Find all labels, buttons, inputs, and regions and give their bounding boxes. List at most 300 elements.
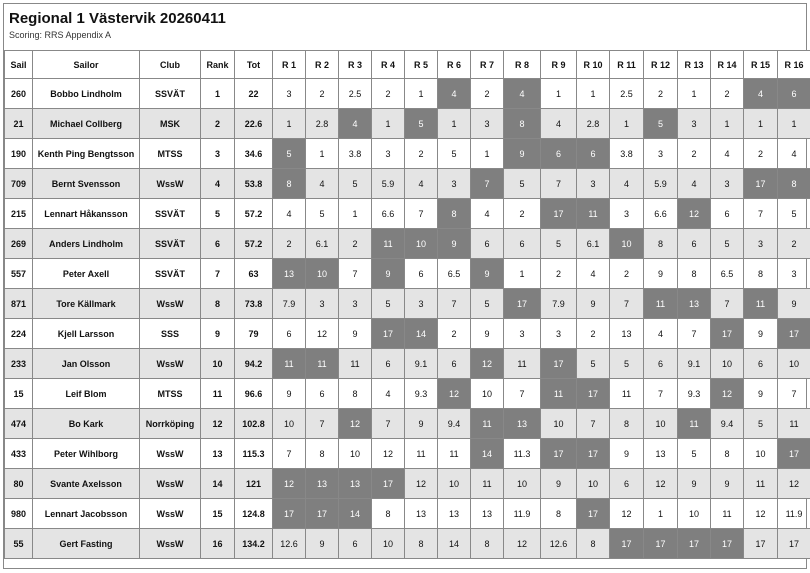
race-score: 5 [678,439,711,469]
rank-cell: 11 [201,379,235,409]
discarded-race-score: 12 [339,409,372,439]
race-score: 10 [372,529,405,559]
total-cell: 63 [235,259,273,289]
race-score: 8 [644,229,678,259]
race-score: 13 [405,499,438,529]
race-score: 4 [372,379,405,409]
race-score: 11.9 [504,499,541,529]
race-score: 5 [541,229,577,259]
race-score: 12 [504,529,541,559]
race-score: 9 [577,289,610,319]
column-header-r3: R 3 [339,51,372,79]
race-score: 2 [405,139,438,169]
scoring-subtitle: Scoring: RRS Appendix A [9,30,112,40]
club-cell: SSVÄT [140,199,201,229]
race-score: 3 [610,199,644,229]
discarded-race-score: 5 [644,109,678,139]
column-header-r10: R 10 [577,51,610,79]
race-score: 3 [711,169,744,199]
race-score: 9 [471,319,504,349]
discarded-race-score: 8 [504,109,541,139]
table-row [5,349,810,379]
race-score: 11 [471,469,504,499]
race-score: 5 [339,169,372,199]
race-score: 4 [273,199,306,229]
discarded-race-score: 6 [778,79,810,109]
race-score: 3 [339,289,372,319]
race-score: 4 [306,169,339,199]
race-score: 3 [541,319,577,349]
race-score: 6 [610,469,644,499]
race-score: 1 [372,109,405,139]
table-row [5,79,810,109]
column-header-r9: R 9 [541,51,577,79]
discarded-race-score: 11 [644,289,678,319]
discarded-race-score: 12 [273,469,306,499]
race-score: 10 [644,409,678,439]
race-score: 2 [711,79,744,109]
race-score: 7 [778,379,810,409]
sailor-cell: Bobbo Lindholm [33,79,140,109]
race-score: 9.3 [678,379,711,409]
discarded-race-score: 8 [778,169,810,199]
race-score: 11 [778,409,810,439]
table-row [5,409,810,439]
race-score: 17 [744,529,778,559]
race-score: 1 [306,139,339,169]
column-header-sailor: Sailor [33,51,140,79]
discarded-race-score: 12 [438,379,471,409]
race-score: 2 [372,79,405,109]
race-score: 1 [541,79,577,109]
discarded-race-score: 11 [541,379,577,409]
total-cell: 73.8 [235,289,273,319]
sail-cell: 224 [5,319,33,349]
column-header-rank: Rank [201,51,235,79]
race-score: 2 [504,199,541,229]
race-score: 4 [577,259,610,289]
rank-cell: 8 [201,289,235,319]
table-row [5,469,810,499]
total-cell: 124.8 [235,499,273,529]
race-score: 3 [744,229,778,259]
column-header-tot: Tot [235,51,273,79]
race-score: 1 [644,499,678,529]
sailor-cell: Gert Fasting [33,529,140,559]
race-score: 7 [610,289,644,319]
race-score: 5 [504,169,541,199]
club-cell: MTSS [140,139,201,169]
race-score: 7 [273,439,306,469]
race-score: 6.6 [644,199,678,229]
discarded-race-score: 12 [711,379,744,409]
race-score: 12 [405,469,438,499]
race-score: 11 [744,469,778,499]
rank-cell: 6 [201,229,235,259]
discarded-race-score: 5 [273,139,306,169]
table-row [5,229,810,259]
sail-cell: 55 [5,529,33,559]
race-score: 6 [438,349,471,379]
club-cell: SSS [140,319,201,349]
race-score: 6 [339,529,372,559]
race-score: 9.4 [438,409,471,439]
discarded-race-score: 12 [678,199,711,229]
column-header-r16: R 16 [778,51,810,79]
total-cell: 134.2 [235,529,273,559]
race-score: 2 [306,79,339,109]
race-score: 9 [610,439,644,469]
total-cell: 115.3 [235,439,273,469]
page-title: Regional 1 Västervik 20260411 [9,10,226,27]
sail-cell: 215 [5,199,33,229]
sailor-cell: Svante Axelsson [33,469,140,499]
discarded-race-score: 17 [372,319,405,349]
discarded-race-score: 10 [405,229,438,259]
race-score: 5 [744,409,778,439]
race-score: 1 [711,109,744,139]
discarded-race-score: 17 [678,529,711,559]
discarded-race-score: 4 [744,79,778,109]
total-cell: 79 [235,319,273,349]
discarded-race-score: 4 [438,79,471,109]
sailor-cell: Jan Olsson [33,349,140,379]
race-score: 2 [471,79,504,109]
rank-cell: 2 [201,109,235,139]
race-score: 6 [504,229,541,259]
rank-cell: 1 [201,79,235,109]
results-table [4,50,810,559]
rank-cell: 15 [201,499,235,529]
sail-cell: 21 [5,109,33,139]
discarded-race-score: 17 [778,319,810,349]
discarded-race-score: 17 [541,439,577,469]
discarded-race-score: 10 [610,229,644,259]
race-score: 9.3 [405,379,438,409]
table-row [5,379,810,409]
race-score: 4 [471,199,504,229]
sailor-cell: Bo Kark [33,409,140,439]
race-score: 7 [504,379,541,409]
race-score: 11 [504,349,541,379]
race-score: 7.9 [273,289,306,319]
race-score: 2 [778,229,810,259]
discarded-race-score: 11 [744,289,778,319]
race-score: 11 [711,499,744,529]
race-score: 6 [471,229,504,259]
column-header-r11: R 11 [610,51,644,79]
race-score: 1 [438,109,471,139]
total-cell: 94.2 [235,349,273,379]
rank-cell: 12 [201,409,235,439]
results-sheet [3,3,807,569]
race-score: 2.8 [577,109,610,139]
sailor-cell: Peter Wihlborg [33,439,140,469]
rank-cell: 14 [201,469,235,499]
discarded-race-score: 17 [306,499,339,529]
race-score: 3 [405,289,438,319]
discarded-race-score: 11 [306,349,339,379]
race-score: 2 [541,259,577,289]
total-cell: 57.2 [235,229,273,259]
sail-cell: 557 [5,259,33,289]
discarded-race-score: 17 [577,499,610,529]
race-score: 1 [339,199,372,229]
discarded-race-score: 8 [273,169,306,199]
total-cell: 121 [235,469,273,499]
total-cell: 102.8 [235,409,273,439]
table-row [5,319,810,349]
discarded-race-score: 9 [504,139,541,169]
race-score: 10 [577,469,610,499]
race-score: 3 [372,139,405,169]
race-score: 1 [504,259,541,289]
race-score: 5 [471,289,504,319]
rank-cell: 5 [201,199,235,229]
race-score: 10 [471,379,504,409]
discarded-race-score: 17 [541,199,577,229]
race-score: 9.1 [405,349,438,379]
race-score: 7 [678,319,711,349]
race-score: 7 [644,379,678,409]
discarded-race-score: 17 [372,469,405,499]
total-cell: 53.8 [235,169,273,199]
club-cell: WssW [140,289,201,319]
discarded-race-score: 13 [273,259,306,289]
race-score: 6 [405,259,438,289]
race-score: 9 [711,469,744,499]
table-row [5,259,810,289]
race-score: 10 [678,499,711,529]
sailor-cell: Tore Källmark [33,289,140,319]
total-cell: 34.6 [235,139,273,169]
race-score: 9 [273,379,306,409]
discarded-race-score: 9 [438,229,471,259]
race-score: 7 [711,289,744,319]
sail-cell: 433 [5,439,33,469]
sailor-cell: Kjell Larsson [33,319,140,349]
race-score: 1 [405,79,438,109]
race-score: 3.8 [339,139,372,169]
race-score: 4 [678,169,711,199]
race-score: 4 [610,169,644,199]
race-score: 11.3 [504,439,541,469]
race-score: 3 [678,109,711,139]
race-score: 8 [405,529,438,559]
discarded-race-score: 9 [471,259,504,289]
column-header-r8: R 8 [504,51,541,79]
race-score: 8 [306,439,339,469]
sail-cell: 233 [5,349,33,379]
race-score: 6 [306,379,339,409]
race-score: 8 [372,499,405,529]
race-score: 11 [610,379,644,409]
discarded-race-score: 11 [678,409,711,439]
race-score: 13 [438,499,471,529]
club-cell: SSVÄT [140,229,201,259]
race-score: 6 [678,229,711,259]
race-score: 9 [744,319,778,349]
race-score: 9 [541,469,577,499]
race-score: 12.6 [541,529,577,559]
club-cell: MSK [140,109,201,139]
race-score: 12 [644,469,678,499]
discarded-race-score: 17 [504,289,541,319]
race-score: 1 [610,109,644,139]
race-score: 12.6 [273,529,306,559]
race-score: 14 [438,529,471,559]
column-header-r15: R 15 [744,51,778,79]
discarded-race-score: 13 [678,289,711,319]
race-score: 5 [778,199,810,229]
sailor-cell: Lennart Håkansson [33,199,140,229]
sail-cell: 269 [5,229,33,259]
race-score: 5 [372,289,405,319]
discarded-race-score: 14 [405,319,438,349]
race-score: 7 [372,409,405,439]
sailor-cell: Lennart Jacobsson [33,499,140,529]
race-score: 2 [744,139,778,169]
sail-cell: 709 [5,169,33,199]
race-score: 1 [577,79,610,109]
race-score: 6 [744,349,778,379]
race-score: 8 [577,529,610,559]
race-score: 2 [339,229,372,259]
club-cell: WssW [140,469,201,499]
total-cell: 57.2 [235,199,273,229]
race-score: 17 [778,529,810,559]
race-score: 1 [744,109,778,139]
discarded-race-score: 17 [711,319,744,349]
race-score: 6.5 [438,259,471,289]
race-score: 9.4 [711,409,744,439]
column-header-r4: R 4 [372,51,405,79]
race-score: 9 [644,259,678,289]
discarded-race-score: 14 [471,439,504,469]
race-score: 6 [273,319,306,349]
race-score: 10 [778,349,810,379]
race-score: 13 [644,439,678,469]
race-score: 4 [778,139,810,169]
race-score: 5 [610,349,644,379]
discarded-race-score: 13 [306,469,339,499]
club-cell: WssW [140,439,201,469]
race-score: 4 [541,109,577,139]
race-score: 11 [438,439,471,469]
race-score: 2 [610,259,644,289]
race-score: 8 [744,259,778,289]
race-score: 7 [577,409,610,439]
table-row [5,199,810,229]
race-score: 12 [306,319,339,349]
header-row [5,51,810,79]
race-score: 3 [471,109,504,139]
race-score: 13 [471,499,504,529]
sail-cell: 474 [5,409,33,439]
rank-cell: 7 [201,259,235,289]
race-score: 2.5 [339,79,372,109]
race-score: 10 [438,469,471,499]
discarded-race-score: 17 [711,529,744,559]
discarded-race-score: 17 [644,529,678,559]
sailor-cell: Peter Axell [33,259,140,289]
race-score: 9 [744,379,778,409]
race-score: 2.8 [306,109,339,139]
race-score: 1 [778,109,810,139]
total-cell: 22.6 [235,109,273,139]
race-score: 2 [438,319,471,349]
race-score: 7 [744,199,778,229]
discarded-race-score: 11 [577,199,610,229]
club-cell: SSVÄT [140,259,201,289]
column-header-r6: R 6 [438,51,471,79]
race-score: 3.8 [610,139,644,169]
race-score: 9.1 [678,349,711,379]
race-score: 2 [577,319,610,349]
sailor-cell: Leif Blom [33,379,140,409]
race-score: 3 [577,169,610,199]
race-score: 2 [273,229,306,259]
race-score: 6.6 [372,199,405,229]
race-score: 9 [306,529,339,559]
race-score: 3 [504,319,541,349]
race-score: 8 [471,529,504,559]
race-score: 10 [744,439,778,469]
race-score: 1 [678,79,711,109]
sailor-cell: Kenth Ping Bengtsson [33,139,140,169]
race-score: 4 [711,139,744,169]
race-score: 4 [644,319,678,349]
rank-cell: 3 [201,139,235,169]
discarded-race-score: 13 [504,409,541,439]
race-score: 4 [405,169,438,199]
sailor-cell: Michael Collberg [33,109,140,139]
race-score: 7 [339,259,372,289]
race-score: 9 [678,469,711,499]
race-score: 7.9 [541,289,577,319]
race-score: 6.1 [577,229,610,259]
race-score: 6 [711,199,744,229]
table-row [5,499,810,529]
sailor-cell: Anders Lindholm [33,229,140,259]
race-score: 9 [778,289,810,319]
race-score: 11 [339,349,372,379]
discarded-race-score: 4 [504,79,541,109]
column-header-r12: R 12 [644,51,678,79]
column-header-sail: Sail [5,51,33,79]
column-header-r5: R 5 [405,51,438,79]
race-score: 11.9 [778,499,810,529]
total-cell: 22 [235,79,273,109]
race-score: 7 [541,169,577,199]
club-cell: SSVÄT [140,79,201,109]
race-score: 6.1 [306,229,339,259]
race-score: 5 [577,349,610,379]
sail-cell: 190 [5,139,33,169]
race-score: 10 [711,349,744,379]
table-row [5,439,810,469]
race-score: 12 [610,499,644,529]
race-score: 6.5 [711,259,744,289]
column-header-r14: R 14 [711,51,744,79]
discarded-race-score: 17 [744,169,778,199]
discarded-race-score: 17 [541,349,577,379]
club-cell: WssW [140,499,201,529]
table-row [5,529,810,559]
sail-cell: 980 [5,499,33,529]
club-cell: WssW [140,349,201,379]
discarded-race-score: 17 [577,439,610,469]
